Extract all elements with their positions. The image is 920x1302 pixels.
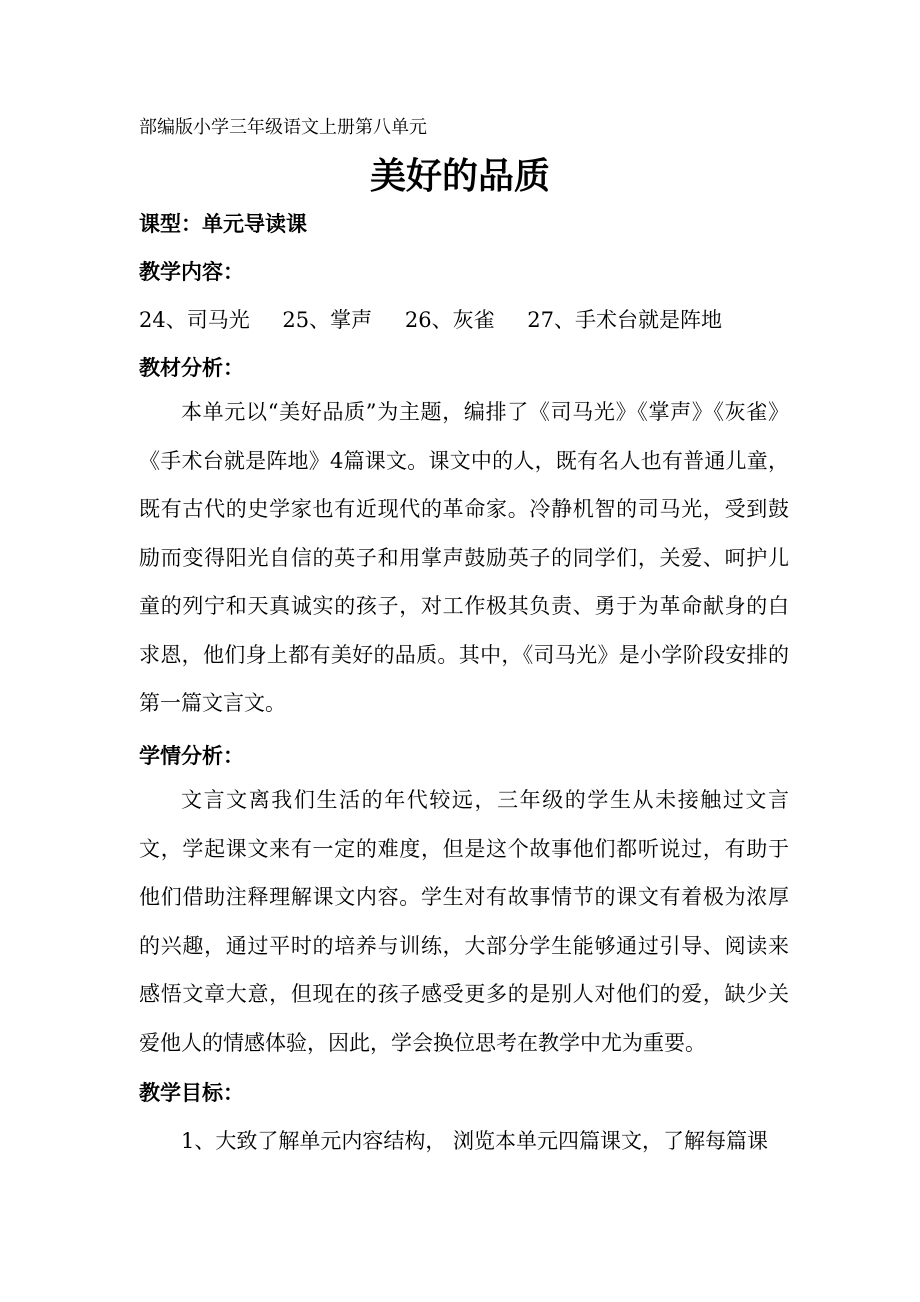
lesson-type-heading: 课型：单元导读课 [139,211,307,236]
lesson-item: 26、灰雀 [404,308,495,332]
lesson-item: 25、掌声 [282,308,373,332]
lesson-item: 27、手术台就是阵地 [527,308,722,332]
material-analysis-paragraph: 本单元以“美好品质”为主题，编排了《司马光》《掌声》《灰雀》《手术台就是阵地》4篇课文。课文中的人，既有名人也有普通儿童，既有古代的史学家也有近现代的革命家。冷静机智的司马光，受到鼓励而变得阳光自信的英子和用掌声鼓励英子的同学们，关爱、呵护儿童的列宁和天真诚实的孩子，对工作极其负责、勇于为革命献身的白求恩，他们身上都有美好的品质。其中，《司马光》是小学阶段安排的第一篇文言文。 [139,400,789,715]
unit-subtitle: 部编版小学三年级语文上册第八单元 [139,117,427,138]
lesson-list [139,304,748,334]
material-analysis-heading: 教材分析： [139,355,244,380]
teaching-goal-item: 1、大致了解单元内容结构， 浏览本单元四篇课文，了解每篇课 [181,1129,769,1153]
page-title: 美好的品质 [369,155,550,197]
student-analysis-paragraph: 文言文离我们生活的年代较远，三年级的学生从未接触过文言文，学起课文来有一定的难度，但是这个故事他们都听说过，有助于他们借助注释理解课文内容。学生对有故事情节的课文有着极为浓厚的兴趣，通过平时的培养与训练，大部分学生能够通过引导、阅读来感悟文章大意，但现在的孩子感受更多的是别人对他们的爱，缺少关爱他人的情感体验，因此，学会换位思考在教学中尤为重要。 [139,788,789,1055]
teaching-goals-heading: 教学目标： [139,1080,244,1105]
content-heading: 教学内容： [139,259,244,284]
student-analysis-heading: 学情分析： [139,743,244,768]
lesson-item: 24、司马光 [139,308,250,332]
